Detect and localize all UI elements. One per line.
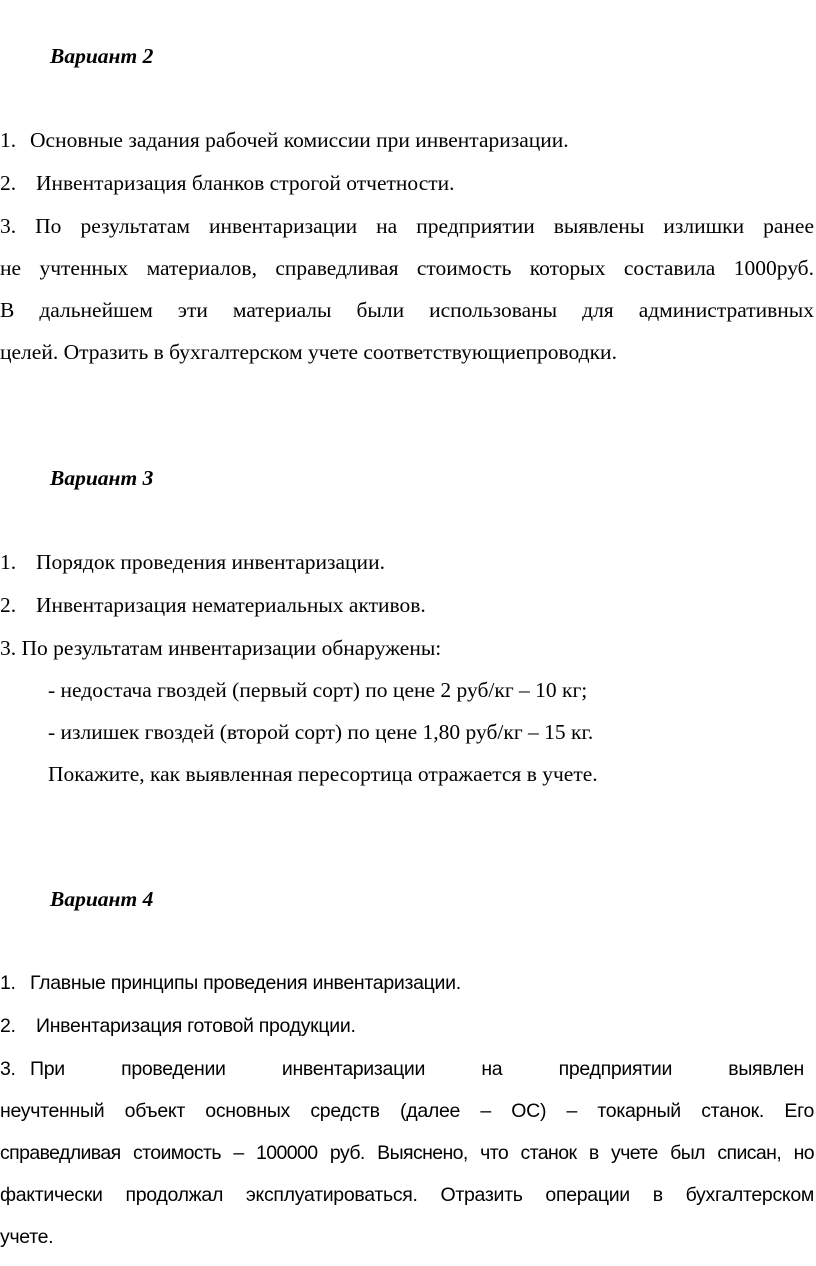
v4-item-1-text: Главные принципы проведения инвентаризации. [30,972,461,994]
v2-item-2-text: Инвентаризация бланков строгой отчетности. [36,171,455,195]
v3-item-1-number: 1. [0,550,17,574]
v3-item-1-text: Порядок проведения инвентаризации. [36,550,385,574]
v4-task3-number: 3. [0,1058,16,1080]
v4-item-1-number: 1. [0,972,16,994]
v3-task3-bullet-1: - недостача гвоздей (первый сорт) по цене 2 руб/кг – 10 кг; [48,678,588,702]
v2-task3-line-2: не учтенных материалов, справедливая стоимость которых составила 1000руб. [0,256,814,280]
v4-item-2-number: 2. [0,1015,16,1037]
v2-task3-line-4: целей. Отразить в бухгалтерском учете соответствующиепроводки. [0,340,617,364]
v2-item-1-number: 1. [0,128,17,152]
v3-task3-intro: 3. По результатам инвентаризации обнаружены: [0,636,442,660]
v2-task3-line-1: 3. По результатам инвентаризации на предприятии выявлены излишки ранее [0,214,814,238]
v3-item-2-text: Инвентаризация нематериальных активов. [36,593,426,617]
variant-4-heading: Вариант 4 [50,887,154,911]
v2-task3-line-3: В дальнейшем эти материалы были использованы для административных [0,298,814,322]
v3-task3-question: Покажите, как выявленная пересортица отражается в учете. [48,762,598,786]
v3-task3-bullet-2: - излишек гвоздей (второй сорт) по цене 1,80 руб/кг – 15 кг. [48,720,594,744]
v2-item-2-number: 2. [0,171,17,195]
v4-item-2-text: Инвентаризация готовой продукции. [36,1015,356,1037]
v2-item-1-text: Основные задания рабочей комиссии при инвентаризации. [30,128,569,152]
variant-3-heading: Вариант 3 [50,466,154,490]
v4-task3-line-3: справедливая стоимость – 100000 руб. Выяснено, что станок в учете был списан, но [0,1142,814,1164]
v4-task3-line-1: При проведении инвентаризации на предприятии выявлен [30,1058,804,1080]
v4-task3-line-4: фактически продолжал эксплуатироваться. Отразить операции в бухгалтерском [0,1184,814,1206]
v4-task3-line-2: неучтенный объект основных средств (далее – ОС) – токарный станок. Его [0,1100,814,1122]
variant-2-heading: Вариант 2 [50,44,154,68]
v3-item-2-number: 2. [0,593,17,617]
v4-task3-line-5: учете. [0,1226,54,1248]
